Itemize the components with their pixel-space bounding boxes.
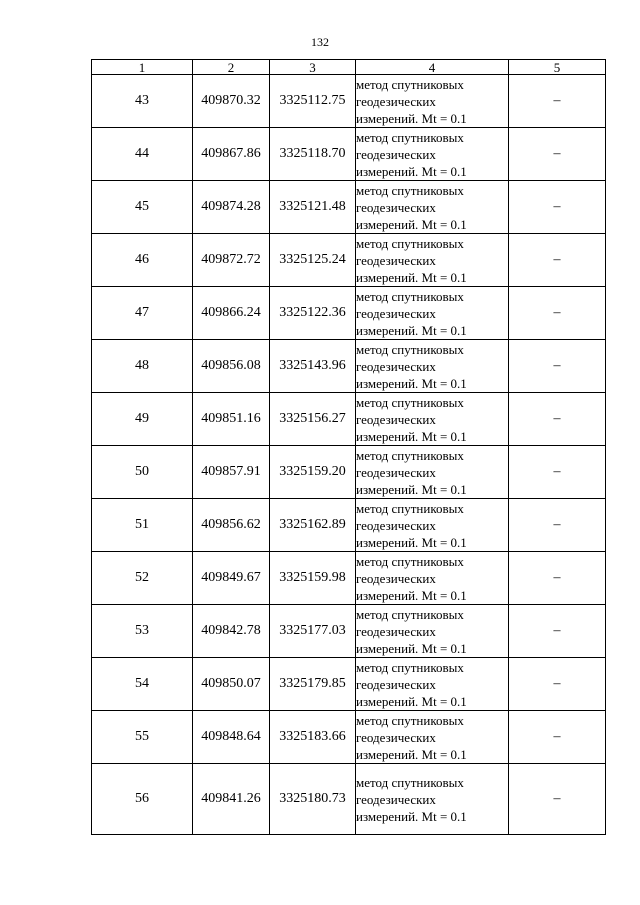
method-line: геодезических [356, 676, 436, 692]
note-dash: – [509, 499, 606, 552]
note-dash: – [509, 287, 606, 340]
note-dash: – [509, 658, 606, 711]
method-line: геодезических [356, 358, 436, 374]
table-row [92, 181, 606, 234]
coordinate-x: 409856.08 [193, 340, 270, 393]
table-body [92, 75, 606, 835]
coordinates-table [91, 59, 606, 835]
coordinate-x: 409848.64 [193, 711, 270, 764]
table-row [92, 764, 606, 835]
point-number: 43 [92, 75, 193, 128]
table-row [92, 393, 606, 446]
coordinate-y: 3325125.24 [270, 234, 356, 287]
coordinate-x: 409841.26 [193, 764, 270, 835]
method-line: геодезических [356, 93, 436, 109]
method-line: геодезических [356, 729, 436, 745]
note-dash: – [509, 181, 606, 234]
table-row [92, 658, 606, 711]
coordinate-x: 409872.72 [193, 234, 270, 287]
method-line: геодезических [356, 791, 436, 807]
method-line: измерений. Mt = 0.1 [356, 375, 467, 391]
point-number: 48 [92, 340, 193, 393]
header-col-5: 5 [509, 60, 606, 75]
page-number: 132 [311, 35, 329, 49]
point-number: 52 [92, 552, 193, 605]
method-line: геодезических [356, 623, 436, 639]
method-line: геодезических [356, 305, 436, 321]
point-number: 49 [92, 393, 193, 446]
method-line: геодезических [356, 517, 436, 533]
method-description [356, 658, 509, 711]
method-line: измерений. Mt = 0.1 [356, 163, 467, 179]
point-number: 51 [92, 499, 193, 552]
coordinate-y: 3325143.96 [270, 340, 356, 393]
method-line: метод спутниковых [356, 235, 464, 251]
note-dash: – [509, 446, 606, 499]
table-header-row [92, 60, 606, 75]
method-description [356, 605, 509, 658]
note-dash: – [509, 552, 606, 605]
note-dash: – [509, 234, 606, 287]
coordinate-y: 3325183.66 [270, 711, 356, 764]
method-line: метод спутниковых [356, 129, 464, 145]
point-number: 45 [92, 181, 193, 234]
method-description [356, 128, 509, 181]
coordinate-y: 3325112.75 [270, 75, 356, 128]
note-dash: – [509, 393, 606, 446]
table-row [92, 75, 606, 128]
note-dash: – [509, 711, 606, 764]
method-line: измерений. Mt = 0.1 [356, 481, 467, 497]
table-row [92, 287, 606, 340]
table-row [92, 234, 606, 287]
note-dash: – [509, 75, 606, 128]
table-row [92, 446, 606, 499]
point-number: 54 [92, 658, 193, 711]
method-line: измерений. Mt = 0.1 [356, 693, 467, 709]
coordinate-y: 3325159.98 [270, 552, 356, 605]
method-line: метод спутниковых [356, 447, 464, 463]
method-description [356, 764, 509, 835]
method-description [356, 499, 509, 552]
point-number: 53 [92, 605, 193, 658]
method-line: геодезических [356, 464, 436, 480]
method-description [356, 75, 509, 128]
method-line: метод спутниковых [356, 76, 464, 92]
method-line: метод спутниковых [356, 774, 464, 790]
method-description [356, 340, 509, 393]
method-line: измерений. Mt = 0.1 [356, 322, 467, 338]
method-description [356, 234, 509, 287]
point-number: 44 [92, 128, 193, 181]
coordinate-y: 3325122.36 [270, 287, 356, 340]
table-row [92, 499, 606, 552]
method-line: метод спутниковых [356, 659, 464, 675]
coordinate-x: 409851.16 [193, 393, 270, 446]
coordinate-y: 3325180.73 [270, 764, 356, 835]
coordinate-x: 409866.24 [193, 287, 270, 340]
method-line: измерений. Mt = 0.1 [356, 587, 467, 603]
note-dash: – [509, 764, 606, 835]
method-line: метод спутниковых [356, 712, 464, 728]
header-col-4: 4 [356, 60, 509, 75]
header-col-1: 1 [92, 60, 193, 75]
method-line: метод спутниковых [356, 341, 464, 357]
coordinate-y: 3325121.48 [270, 181, 356, 234]
method-description [356, 711, 509, 764]
coordinate-x: 409850.07 [193, 658, 270, 711]
method-line: измерений. Mt = 0.1 [356, 428, 467, 444]
method-line: измерений. Mt = 0.1 [356, 269, 467, 285]
point-number: 56 [92, 764, 193, 835]
table-row [92, 552, 606, 605]
coordinate-x: 409870.32 [193, 75, 270, 128]
coordinate-x: 409856.62 [193, 499, 270, 552]
coordinate-y: 3325179.85 [270, 658, 356, 711]
coordinate-x: 409849.67 [193, 552, 270, 605]
method-line: измерений. Mt = 0.1 [356, 534, 467, 550]
table-row [92, 605, 606, 658]
note-dash: – [509, 340, 606, 393]
method-line: измерений. Mt = 0.1 [356, 640, 467, 656]
method-line: геодезических [356, 570, 436, 586]
point-number: 50 [92, 446, 193, 499]
method-line: метод спутниковых [356, 500, 464, 516]
table-row [92, 340, 606, 393]
method-description [356, 181, 509, 234]
method-description [356, 552, 509, 605]
method-line: геодезических [356, 146, 436, 162]
method-line: метод спутниковых [356, 606, 464, 622]
method-line: измерений. Mt = 0.1 [356, 110, 467, 126]
table-row [92, 128, 606, 181]
method-description [356, 446, 509, 499]
method-line: измерений. Mt = 0.1 [356, 216, 467, 232]
header-col-2: 2 [193, 60, 270, 75]
method-description [356, 287, 509, 340]
coordinate-y: 3325162.89 [270, 499, 356, 552]
coordinate-y: 3325177.03 [270, 605, 356, 658]
method-line: измерений. Mt = 0.1 [356, 808, 467, 824]
coordinate-y: 3325159.20 [270, 446, 356, 499]
method-description [356, 393, 509, 446]
method-line: метод спутниковых [356, 553, 464, 569]
coordinate-x: 409867.86 [193, 128, 270, 181]
method-line: метод спутниковых [356, 182, 464, 198]
table-row [92, 711, 606, 764]
coordinate-x: 409842.78 [193, 605, 270, 658]
point-number: 46 [92, 234, 193, 287]
method-line: геодезических [356, 199, 436, 215]
coordinate-x: 409857.91 [193, 446, 270, 499]
coordinate-x: 409874.28 [193, 181, 270, 234]
note-dash: – [509, 128, 606, 181]
method-line: геодезических [356, 252, 436, 268]
method-line: измерений. Mt = 0.1 [356, 746, 467, 762]
method-line: метод спутниковых [356, 288, 464, 304]
note-dash: – [509, 605, 606, 658]
method-line: геодезических [356, 411, 436, 427]
method-line: метод спутниковых [356, 394, 464, 410]
point-number: 55 [92, 711, 193, 764]
coordinate-y: 3325118.70 [270, 128, 356, 181]
coordinate-y: 3325156.27 [270, 393, 356, 446]
point-number: 47 [92, 287, 193, 340]
header-col-3: 3 [270, 60, 356, 75]
